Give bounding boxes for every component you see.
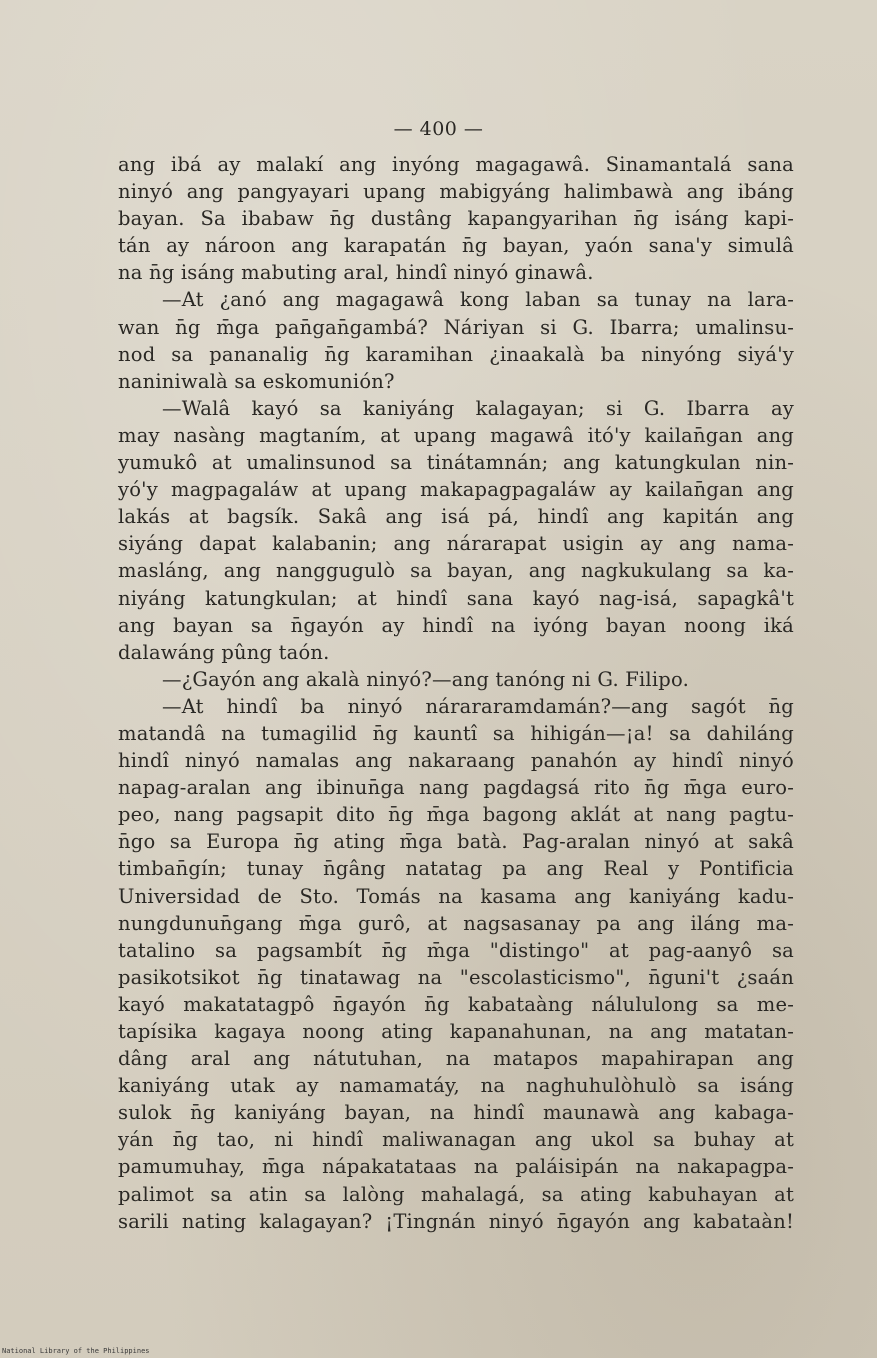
- text-line: sarili nating kalagayan? ¡Tingnán ninyó n̄gayón ang kabataàn!: [118, 1209, 794, 1233]
- text-line: wan n̄g m̄ga pan̄gan̄gambá? Náriyan si G. Ibarra; umalinsu-: [118, 315, 794, 339]
- text-line: ninyó ang pangyayari upang mabigyáng halimbawà ang ibáng: [118, 180, 794, 204]
- text-line: timban̄gín; tunay n̄gâng natatag pa ang Real y Pontificia: [118, 857, 794, 881]
- text-line: siyáng dapat kalabanin; ang nárarapat usigin ay ang nama-: [118, 532, 794, 556]
- text-line: niyáng katungkulan; at hindî sana kayó nag-isá, sapagkâ't: [118, 586, 794, 610]
- text-line: —Walâ kayó sa kaniyáng kalagayan; si G. Ibarra ay: [162, 396, 794, 420]
- text-line: —At hindî ba ninyó nárararamdamán?—ang sagót n̄g: [162, 694, 794, 718]
- text-line: Universidad de Sto. Tomás na kasama ang kaniyáng kadu-: [118, 884, 794, 908]
- text-line: hindî ninyó namalas ang nakaraang panahón ay hindî ninyó: [118, 749, 794, 773]
- library-credit: National Library of the Philippines: [2, 1347, 150, 1355]
- text-line: sulok n̄g kaniyáng bayan, na hindî maunawà ang kabaga-: [118, 1101, 794, 1125]
- text-line: nod sa pananalig n̄g karamihan ¿inaakalà ba ninyóng siyá'y: [118, 342, 794, 366]
- text-line: may nasàng magtaním, at upang magawâ itó'y kailan̄gan ang: [118, 423, 794, 447]
- text-line: pasikotsikot n̄g tinatawag na "escolasticismo", n̄guni't ¿saán: [118, 965, 794, 989]
- text-line: yán n̄g tao, ni hindî maliwanagan ang ukol sa buhay at: [118, 1128, 794, 1152]
- text-line: tapísika kagaya noong ating kapanahunan, na ang matatan-: [118, 1020, 794, 1043]
- text-line: palimot sa atin sa lalòng mahalagá, sa ating kabuhayan at: [118, 1182, 794, 1206]
- text-line: naniniwalà sa eskomunión?: [118, 369, 395, 393]
- text-line: dalawáng pûng taón.: [118, 640, 330, 664]
- text-line: matandâ na tumagilid n̄g kauntî sa hihigán—¡a! sa dahiláng: [118, 721, 794, 745]
- text-line: —At ¿anó ang magagawâ kong laban sa tunay na lara-: [162, 288, 794, 312]
- text-line: nungdunun̄gang m̄ga gurô, at nagsasanay pa ang iláng ma-: [118, 911, 794, 935]
- text-line: kayó makatatagpô n̄gayón n̄g kabataàng nálululong sa me-: [118, 992, 794, 1016]
- text-line: peo, nang pagsapit dito n̄g m̄ga bagong aklát at nang pagtu-: [118, 803, 794, 827]
- text-line: ang bayan sa n̄gayón ay hindî na iyóng bayan noong iká: [118, 613, 794, 637]
- text-line: dâng aral ang nátutuhan, na matapos mapahirapan ang: [118, 1047, 794, 1071]
- text-line: bayan. Sa ibabaw n̄g dustâng kapangyarihan n̄g isáng kapi-: [118, 207, 794, 231]
- text-line: tatalino sa pagsambít n̄g m̄ga "distingo" at pag-aanyô sa: [118, 938, 794, 962]
- text-line: tán ay nároon ang karapatán n̄g bayan, yaón sana'y simulâ: [118, 234, 794, 258]
- text-line: yó'y magpagaláw at upang makapagpagaláw ay kailan̄gan ang: [118, 478, 794, 502]
- text-line: lakás at bagsík. Sakâ ang isá pá, hindî ang kapitán ang: [118, 505, 794, 529]
- text-line: ang ibá ay malakí ang inyóng magagawâ. Sinamantalá sana: [118, 153, 794, 176]
- text-line: kaniyáng utak ay namamatáy, na naghuhulòhulò sa isáng: [118, 1074, 794, 1098]
- text-line: masláng, ang nanggugulò sa bayan, ang nagkukulang sa ka-: [118, 559, 794, 583]
- text-line: yumukô at umalinsunod sa tinátamnán; ang katungkulan nin-: [118, 451, 794, 475]
- text-line: —¿Gayón ang akalà ninyó?—ang tanóng ni G. Filipo.: [162, 667, 689, 691]
- text-line: na n̄g isáng mabuting aral, hindî ninyó ginawâ.: [118, 261, 594, 285]
- text-line: napag-aralan ang ibinun̄ga nang pagdagsá rito n̄g m̄ga euro-: [118, 776, 794, 800]
- page-number: — 400 —: [393, 118, 484, 140]
- text-line: pamumuhay, m̄ga nápakatataas na paláisipán na nakapagpa-: [118, 1155, 794, 1179]
- text-line: n̄go sa Europa n̄g ating m̄ga batà. Pag-aralan ninyó at sakâ: [118, 830, 794, 854]
- body-text: [118, 151, 794, 1235]
